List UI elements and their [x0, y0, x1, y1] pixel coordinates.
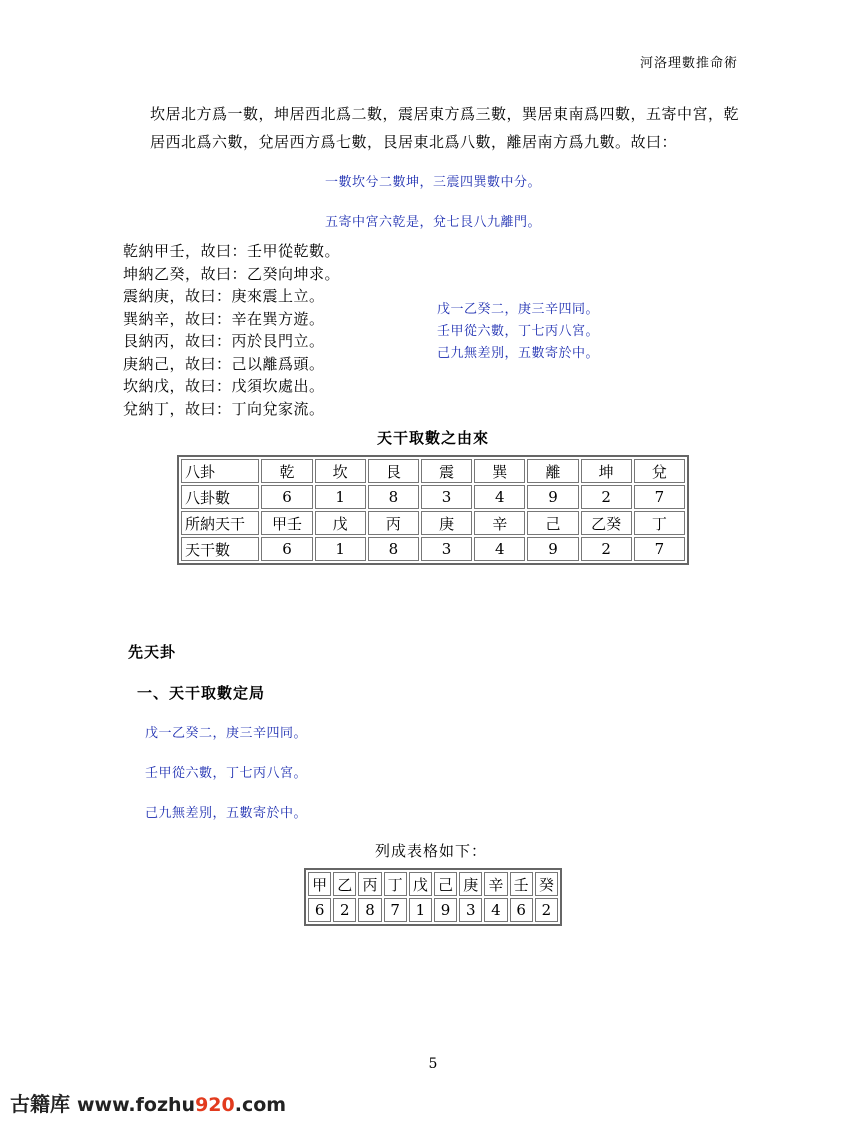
table-cell: 甲壬: [261, 511, 312, 535]
table-cell: 2: [581, 485, 632, 509]
table-cell: 甲: [308, 872, 331, 896]
table-cell: 6: [510, 898, 533, 922]
table-cell: 乾: [261, 459, 312, 483]
verse-bottom-2: 壬甲從六數，丁七丙八宮。: [145, 766, 308, 781]
table-cell: 庚: [421, 511, 472, 535]
table-cell: 所納天干: [181, 511, 259, 535]
tiangan-origin-table: [177, 455, 689, 565]
intro-paragraph: [120, 100, 750, 156]
watermark-brand: 古籍库: [10, 1092, 70, 1116]
table-cell: 癸: [535, 872, 558, 896]
table-cell: 1: [409, 898, 432, 922]
table-cell: 1: [315, 537, 366, 561]
table-cell: 6: [261, 537, 312, 561]
side-verse: 己九無差別，五數寄於中。: [437, 346, 600, 361]
watermark: [10, 1088, 286, 1117]
na-item: 震納庚，故曰：庚來震上立。: [123, 287, 325, 305]
subsection-title: 一、天干取數定局: [137, 684, 266, 702]
na-item: 兌納丁，故曰：丁向兌家流。: [123, 399, 325, 418]
table-cell: 坤: [581, 459, 632, 483]
side-verse: 戊一乙癸二，庚三辛四同。: [437, 302, 600, 317]
table-cell: 乙: [333, 872, 356, 896]
running-header: 河洛理數推命術: [640, 56, 739, 71]
table-cell: 7: [384, 898, 407, 922]
side-verse: 壬甲從六數，丁七丙八宮。: [437, 324, 600, 339]
table-cell: 壬: [510, 872, 533, 896]
table-cell: 6: [308, 898, 331, 922]
section-title: 先天卦: [128, 643, 177, 661]
table-cell: 丙: [368, 511, 419, 535]
table-cell: 7: [634, 485, 685, 509]
table1-caption: 天干取數之由來: [376, 429, 489, 447]
table-cell: 巽: [474, 459, 525, 483]
table-cell: 丁: [634, 511, 685, 535]
table-cell: 戊: [409, 872, 432, 896]
table-cell: 八卦數: [181, 485, 259, 509]
table-cell: 7: [634, 537, 685, 561]
side-verses: [437, 299, 599, 365]
table-row: [181, 537, 685, 561]
na-item: 巽納辛，故曰：辛在巽方遊。: [123, 309, 325, 328]
verse-bottom-3: 己九無差別，五數寄於中。: [145, 806, 308, 821]
table-cell: 3: [459, 898, 482, 922]
table-cell: 艮: [368, 459, 419, 483]
table-cell: 丁: [384, 872, 407, 896]
table-cell: 9: [434, 898, 457, 922]
site-suffix: .com: [234, 1094, 287, 1116]
table-row: [308, 872, 558, 896]
verse-bottom-1: 戊一乙癸二，庚三辛四同。: [145, 726, 308, 741]
table-row: [181, 485, 685, 509]
table-row: [181, 459, 685, 483]
table-cell: 6: [261, 485, 312, 509]
table-cell: 9: [527, 485, 578, 509]
na-item: 乾納甲壬，故曰：壬甲從乾數。: [123, 242, 341, 260]
table-cell: 辛: [484, 872, 507, 896]
table-cell: 戊: [315, 511, 366, 535]
na-item: 艮納丙，故曰：丙於艮門立。: [123, 332, 325, 350]
verse-top-2: 五寄中宮六乾是，兌七艮八九離門。: [324, 215, 541, 230]
table-cell: 4: [474, 537, 525, 561]
table-row: [308, 898, 558, 922]
na-item: 坎納戊，故曰：戊須坎處出。: [123, 377, 325, 395]
intro-text: 坎居北方爲一數，坤居西北爲二數，震居東方爲三數，巽居東南爲四數，五寄中宮，乾居西北爲六數，兌居西方爲七數，艮居東北爲八數，離居南方爲九數。故曰：: [150, 105, 740, 151]
table-cell: 4: [474, 485, 525, 509]
table2-caption: 列成表格如下：: [375, 842, 488, 860]
table-cell: 己: [527, 511, 578, 535]
table-cell: 2: [535, 898, 558, 922]
na-item: 坤納乙癸，故曰：乙癸向坤求。: [123, 264, 341, 283]
table-cell: 8: [368, 537, 419, 561]
table-cell: 丙: [358, 872, 381, 896]
table-cell: 坎: [315, 459, 366, 483]
table-cell: 辛: [474, 511, 525, 535]
table-cell: 天干數: [181, 537, 259, 561]
na-item: 庚納己，故曰：己以離爲頭。: [123, 354, 325, 373]
table-cell: 震: [421, 459, 472, 483]
table-cell: 8: [358, 898, 381, 922]
na-list: [123, 240, 340, 420]
site-number: 920: [195, 1094, 235, 1116]
tiangan-number-table: [304, 868, 562, 926]
table-cell: 庚: [459, 872, 482, 896]
table-cell: 1: [315, 485, 366, 509]
table-row: [181, 511, 685, 535]
table-cell: 離: [527, 459, 578, 483]
table-cell: 兌: [634, 459, 685, 483]
page-number: 5: [428, 1056, 438, 1072]
table-cell: 9: [527, 537, 578, 561]
watermark-site: [77, 1094, 286, 1116]
table-cell: 8: [368, 485, 419, 509]
table-cell: 乙癸: [581, 511, 632, 535]
verse-top-1: 一數坎兮二數坤，三震四巽數中分。: [324, 175, 541, 190]
table-cell: 己: [434, 872, 457, 896]
table-cell: 2: [581, 537, 632, 561]
table-cell: 3: [421, 485, 472, 509]
table-cell: 3: [421, 537, 472, 561]
site-prefix: www.fozhu: [76, 1094, 196, 1116]
table-cell: 4: [484, 898, 507, 922]
table-cell: 2: [333, 898, 356, 922]
table-cell: 八卦: [181, 459, 259, 483]
